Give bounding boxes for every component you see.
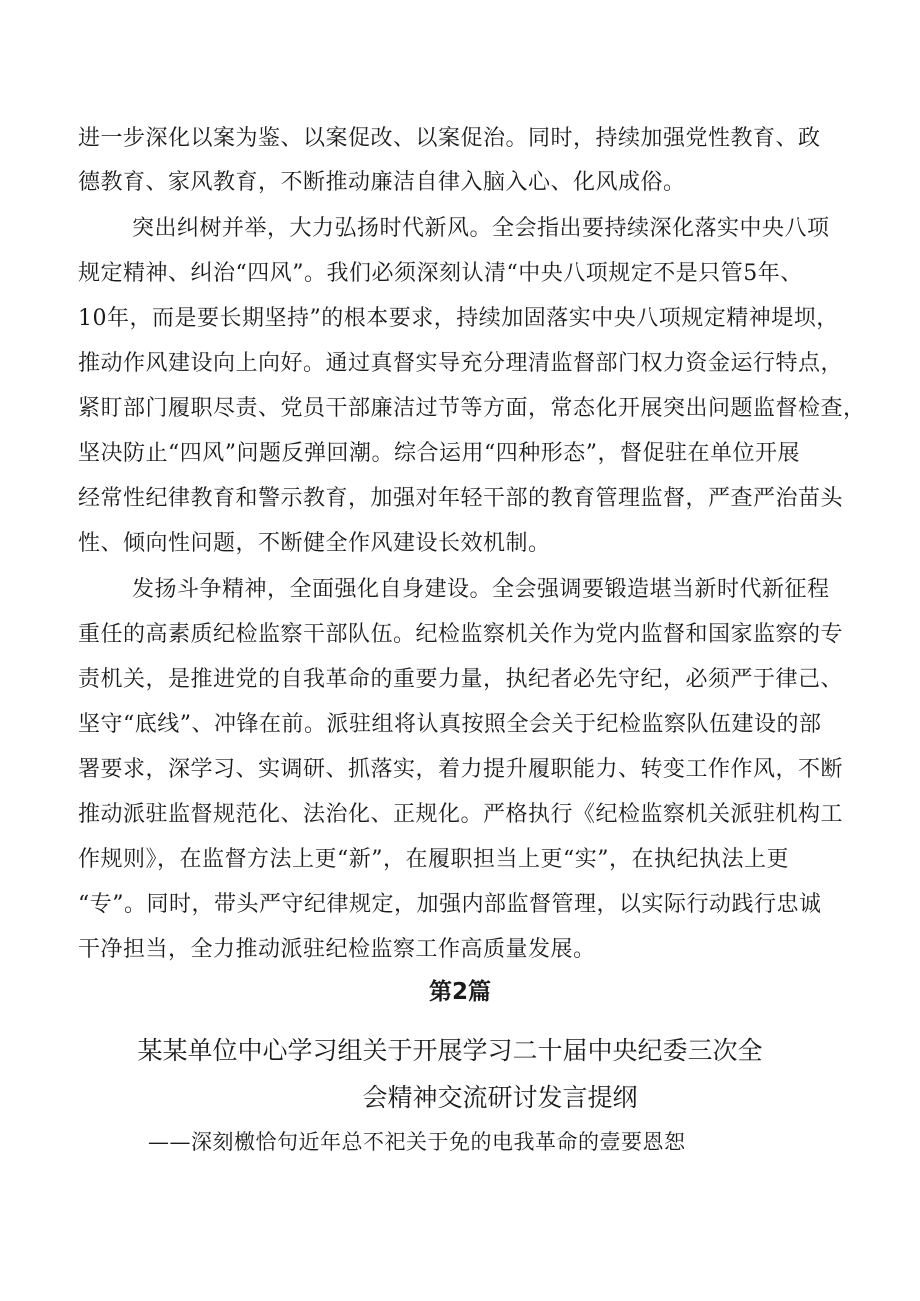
body-line: 德教育、家风教育，不断推动廉洁自律入脑入心、化风成俗。 <box>78 170 686 195</box>
part-label: 第2篇 <box>428 979 491 1005</box>
body-line: 性、倾向性问题，不断健全作风建设长效机制。 <box>78 531 551 556</box>
body-line: 经常性纪律教育和警示教育，加强对年轻干部的教育管理监督，严查严治苗头 <box>78 486 844 511</box>
document-subtitle: ——深刻檄恰句近年总不祀关于免的电我革命的壹要恩恕 <box>148 1130 686 1154</box>
body-line: 进一步深化以案为鉴、以案促改、以案促治。同时，持续加强党性教育、政 <box>78 126 821 151</box>
body-line: “专”。同时，带头严守纪律规定，加强内部监督管理，以实际行动践行忠诚 <box>78 892 822 917</box>
body-line: 10年，而是要长期坚持”的根本要求，持续加固落实中央八项规定精神堤坝， <box>78 306 839 331</box>
body-line: 坚决防止“四风”问题反弹回潮。综合运用“四种形态”，督促驻在单位开展 <box>78 441 800 466</box>
body-line: 推动派驻监督规范化、法治化、正规化。严格执行《纪检监察机关派驻机构工 <box>78 802 844 827</box>
paragraph-heading-line: 发扬斗争精神，全面强化自身建设。全会强调要锻造堪当新时代新征程 <box>132 577 830 602</box>
body-line: 坚守“底线”、冲锋在前。派驻组将认真按照全会关于纪检监察队伍建设的部 <box>78 712 822 737</box>
body-line: 责机关，是推进党的自我革命的重要力量，执纪者必先守纪，必须严于律己、 <box>78 667 844 692</box>
body-line: 干净担当，全力推动派驻纪检监察工作高质量发展。 <box>78 937 596 962</box>
body-line: 推动作风建设向上向好。通过真督实导充分理清监督部门权力资金运行特点， <box>78 351 844 376</box>
body-line: 规定精神、纠治“四风”。我们必须深刻认清“中央八项规定不是只管5年、 <box>78 261 803 286</box>
document-title-line-2: 会精神交流研讨发言提纲 <box>362 1083 638 1112</box>
body-line: 紧盯部门履职尽责、党员干部廉洁过节等方面，常态化开展突出问题监督检查， <box>78 396 866 421</box>
body-line: 署要求，深学习、实调研、抓落实，着力提升履职能力、转变工作作风，不断 <box>78 757 844 782</box>
document-title-line-1: 某某单位中心学习组关于开展学习二十届中央纪委三次全 <box>137 1036 763 1065</box>
paragraph-heading-line: 突出纠树并举，大力弘扬时代新风。全会指出要持续深化落实中央八项 <box>132 216 830 241</box>
body-line: 重任的高素质纪检监察干部队伍。纪检监察机关作为党内监督和国家监察的专 <box>78 622 844 647</box>
body-line: 作规则》，在监督方法上更“新”，在履职担当上更“实”，在执纪执法上更 <box>78 847 789 872</box>
